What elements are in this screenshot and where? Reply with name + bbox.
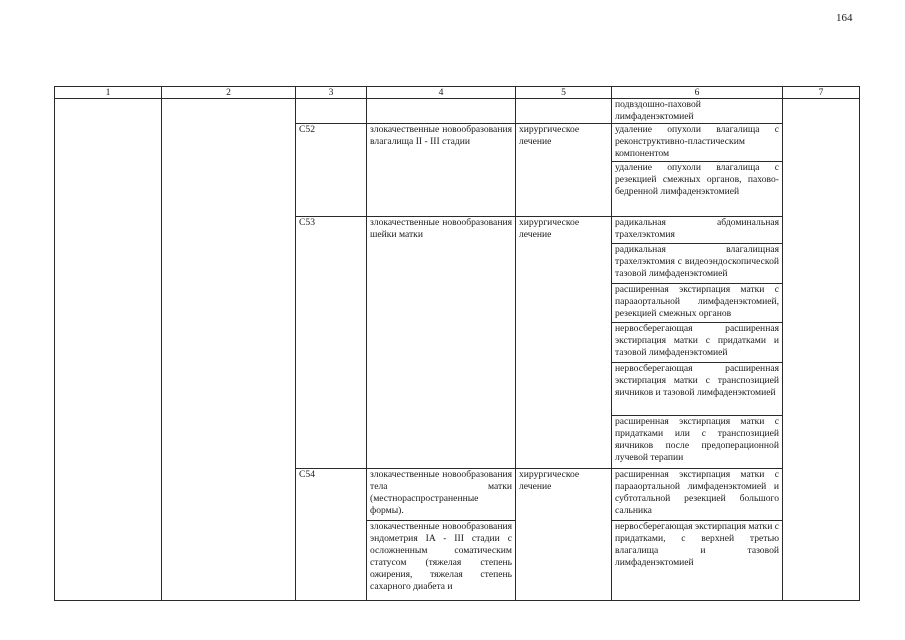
cell-treatment (516, 99, 612, 124)
table-header-row (55, 87, 860, 99)
cell-diagnosis: злокачественные новообразования тела матки (местнораспространенные формы). (367, 469, 516, 521)
cell-method: расширенная экстирпация матки с парааортальной лимфаденэктомией и субтотальной резекцией большого сальника (612, 469, 783, 521)
cell-method: расширенная экстирпация матки с парааортальной лимфаденэктомией, резекцией смежных органов (612, 284, 783, 323)
cell-col1 (55, 99, 162, 601)
cell-code (296, 99, 367, 124)
cell-method: нервосберегающая расширенная экстирпация матки с транспозицией яичников и тазовой лимфаденэктомией (612, 363, 783, 416)
cell-method: подвздошно-паховой лимфаденэктомией (612, 99, 783, 124)
medical-procedures-table (54, 86, 860, 601)
table-row (55, 99, 860, 124)
cell-diagnosis: злокачественные новообразования шейки матки (367, 217, 516, 469)
column-header: 1 (55, 87, 162, 99)
cell-method: расширенная экстирпация матки с придатками или с транспозицией яичников после предоперационной лучевой терапии (612, 416, 783, 469)
column-header: 4 (367, 87, 516, 99)
cell-diagnosis: злокачественные новообразования эндометрия IA - III стадии с осложненным соматическим статусом (тяжелая степень ожирения, тяжелая степень сахарного диабета и (367, 521, 516, 601)
cell-method: радикальная абдоминальная трахелэктомия (612, 217, 783, 244)
column-header: 5 (516, 87, 612, 99)
cell-method: нервосберегающая расширенная экстирпация матки с придатками и тазовой лимфаденэктомией (612, 323, 783, 363)
column-header: 6 (612, 87, 783, 99)
page-number: 164 (836, 12, 853, 24)
cell-diagnosis (367, 99, 516, 124)
cell-col7 (783, 99, 860, 601)
cell-code: C53 (296, 217, 367, 469)
column-header: 7 (783, 87, 860, 99)
cell-method: нервосберегающая экстирпация матки с придатками, с верхней третью влагалища и тазовой лимфаденэктомией (612, 521, 783, 601)
cell-method: удаление опухоли влагалища с реконструктивно-пластическим компонентом (612, 124, 783, 162)
cell-col2 (162, 99, 296, 601)
cell-code: C54 (296, 469, 367, 601)
cell-treatment: хирургическое лечение (516, 124, 612, 217)
cell-diagnosis: злокачественные новообразования влагалища II - III стадии (367, 124, 516, 217)
cell-method: удаление опухоли влагалища с резекцией смежных органов, пахово-бедренной лимфаденэктомией (612, 162, 783, 217)
cell-method: радикальная влагалищная трахелэктомия с видеоэндоскопической тазовой лимфаденэктомией (612, 244, 783, 284)
cell-code: C52 (296, 124, 367, 217)
cell-treatment: хирургическое лечение (516, 217, 612, 469)
column-header: 3 (296, 87, 367, 99)
column-header: 2 (162, 87, 296, 99)
cell-treatment: хирургическое лечение (516, 469, 612, 601)
